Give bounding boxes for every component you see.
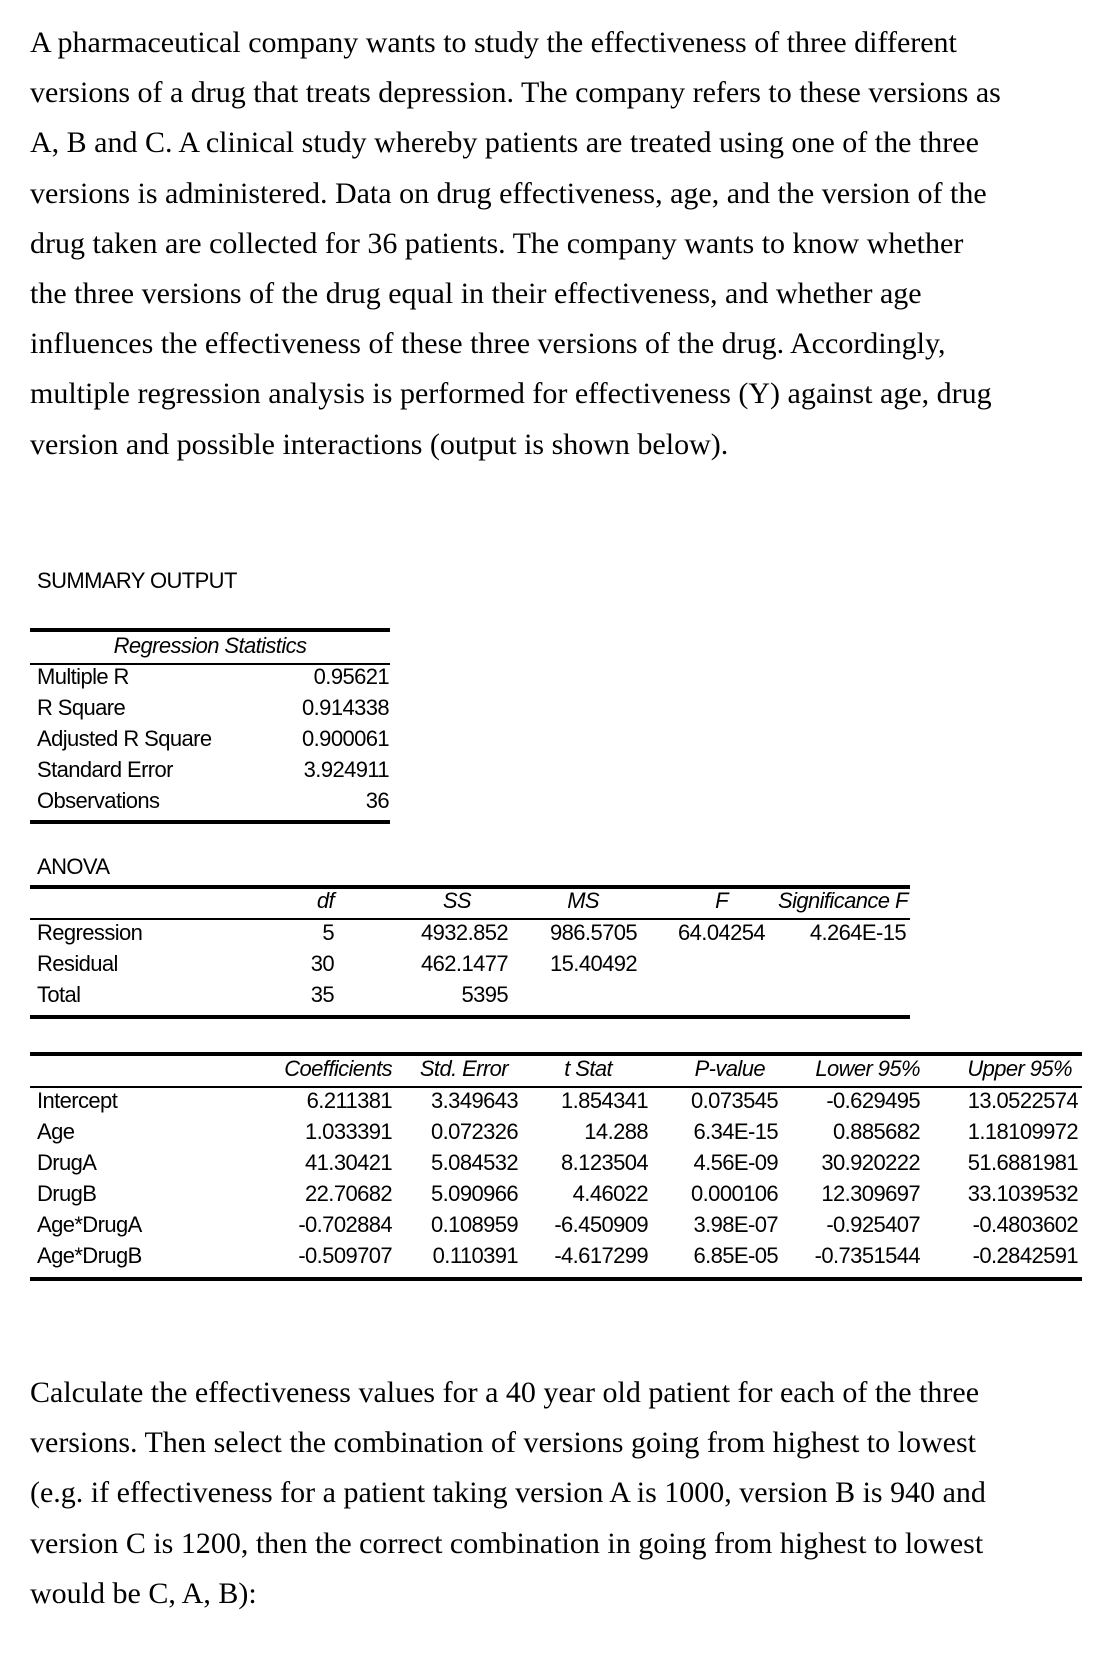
coef-row-label: DrugA [37, 1150, 97, 1175]
anova-header-row [0, 888, 1098, 919]
coef-row [0, 1119, 1098, 1150]
coef-row [0, 1243, 1098, 1274]
coef-lower-95: -0.7351544 [814, 1243, 920, 1268]
stat-row [37, 726, 389, 757]
coef-lower-95: 30.920222 [821, 1150, 920, 1175]
coef-value: 1.033391 [305, 1119, 392, 1144]
table-rule [30, 1015, 910, 1019]
coef-header-lower-95: Lower 95% [815, 1056, 920, 1081]
coef-value: 6.211381 [306, 1088, 392, 1113]
stat-value: 3.924911 [303, 757, 389, 782]
coef-lower-95: -0.925407 [826, 1212, 920, 1237]
stat-value: 0.900061 [302, 726, 389, 751]
coef-upper-95: -0.4803602 [972, 1212, 1078, 1237]
coef-std-error: 0.108959 [431, 1212, 518, 1237]
coef-p-value: 6.85E-05 [693, 1243, 778, 1268]
coef-upper-95: 1.18109972 [967, 1119, 1078, 1144]
stat-row [37, 788, 389, 819]
coef-value: 22.70682 [305, 1181, 392, 1206]
coef-p-value: 6.34E-15 [693, 1119, 778, 1144]
anova-row [0, 920, 1098, 951]
coef-std-error: 5.084532 [431, 1150, 518, 1175]
question-line: versions. Then select the combination of versions going from highest to lowest [30, 1426, 976, 1460]
coef-p-value: 0.073545 [691, 1088, 778, 1113]
stat-value: 0.95621 [313, 664, 389, 689]
coef-row-label: Age [37, 1119, 75, 1144]
intro-line: drug taken are collected for 36 patients. The company wants to know whether [30, 226, 964, 260]
stat-row [37, 664, 389, 695]
coef-t-stat: 4.46022 [572, 1181, 648, 1206]
coef-upper-95: 33.1039532 [967, 1181, 1078, 1206]
stat-value: 0.914338 [302, 695, 389, 720]
stat-label: R Square [37, 695, 126, 720]
coef-header-t-stat: t Stat [564, 1056, 612, 1081]
question-line: would be C, A, B): [30, 1576, 257, 1610]
coef-header-std-error: Std. Error [419, 1056, 508, 1081]
coef-upper-95: -0.2842591 [972, 1243, 1078, 1268]
coef-std-error: 0.072326 [431, 1119, 518, 1144]
anova-header-ss: SS [442, 888, 471, 913]
anova-row-label: Residual [37, 951, 118, 976]
coef-value: -0.702884 [298, 1212, 392, 1237]
anova-df: 35 [310, 982, 334, 1007]
question-paragraph [30, 1368, 1090, 1619]
stat-label: Adjusted R Square [37, 726, 212, 751]
coef-row [0, 1181, 1098, 1212]
anova-ms: 15.40492 [550, 951, 637, 976]
stat-value: 36 [365, 788, 389, 813]
coef-std-error: 5.090966 [431, 1181, 518, 1206]
anova-ss: 462.1477 [421, 951, 508, 976]
anova-ss: 4932.852 [421, 920, 508, 945]
stat-row [37, 757, 389, 788]
coef-upper-95: 51.6881981 [967, 1150, 1078, 1175]
question-line: Calculate the effectiveness values for a 40 year old patient for each of the three [30, 1376, 980, 1409]
coef-t-stat: 14.288 [584, 1119, 648, 1144]
anova-ms: 986.5705 [550, 920, 637, 945]
intro-line: A pharmaceutical company wants to study the effectiveness of three different [30, 26, 957, 59]
table-rule [30, 628, 390, 632]
coef-t-stat: 8.123504 [561, 1150, 648, 1175]
anova-header-sigf: Significance F [778, 888, 908, 913]
coef-lower-95: 0.885682 [833, 1119, 920, 1144]
anova-header-ms: MS [567, 888, 599, 913]
stat-label: Standard Error [37, 757, 173, 782]
intro-paragraph [30, 18, 1090, 470]
coef-value: 41.30421 [305, 1150, 392, 1175]
coef-value: -0.509707 [298, 1243, 392, 1268]
anova-sigf: 4.264E-15 [809, 920, 906, 945]
coef-p-value: 3.98E-07 [693, 1212, 778, 1237]
stat-label: Multiple R [37, 664, 129, 689]
coef-row-label: Intercept [37, 1088, 118, 1113]
stat-row [37, 695, 389, 726]
coef-lower-95: -0.629495 [826, 1088, 920, 1113]
coef-row-label: DrugB [37, 1181, 97, 1206]
intro-line: the three versions of the drug equal in their effectiveness, and whether age [30, 277, 922, 311]
anova-row-label: Total [37, 982, 81, 1007]
coef-header-upper-95: Upper 95% [967, 1056, 1072, 1081]
intro-line: multiple regression analysis is performed for effectiveness (Y) against age, drug [30, 377, 992, 411]
coef-row-label: Age*DrugA [37, 1212, 142, 1237]
coef-header-row [0, 1056, 1098, 1087]
coef-row [0, 1150, 1098, 1181]
intro-line: influences the effectiveness of these three versions of the drug. Accordingly, [30, 327, 946, 361]
coef-std-error: 3.349643 [431, 1088, 518, 1113]
intro-line: versions of a drug that treats depression. The company refers to these versions as [30, 76, 1001, 110]
table-rule [30, 1277, 1082, 1281]
intro-line: versions is administered. Data on drug effectiveness, age, and the version of the [30, 176, 987, 210]
anova-df: 5 [322, 920, 334, 945]
coef-p-value: 4.56E-09 [693, 1150, 778, 1175]
coef-upper-95: 13.0522574 [967, 1088, 1078, 1113]
question-line: (e.g. if effectiveness for a patient taking version A is 1000, version B is 940 and [30, 1476, 986, 1510]
coef-std-error: 0.110391 [432, 1243, 518, 1268]
intro-line: A, B and C. A clinical study whereby patients are treated using one of the three [30, 126, 979, 160]
intro-line: version and possible interactions (output is shown below). [30, 427, 729, 461]
coef-header-p-value: P-value [694, 1056, 765, 1081]
anova-row [0, 951, 1098, 982]
coef-t-stat: 1.854341 [561, 1088, 648, 1113]
anova-header-df: df [316, 888, 334, 913]
anova-df: 30 [310, 951, 334, 976]
coef-header-coefficients: Coefficients [284, 1056, 392, 1081]
anova-row-label: Regression [37, 920, 143, 945]
coef-t-stat: -4.617299 [554, 1243, 648, 1268]
coef-t-stat: -6.450909 [554, 1212, 648, 1237]
summary-output-title: SUMMARY OUTPUT [37, 568, 237, 593]
anova-title: ANOVA [37, 854, 110, 879]
stat-label: Observations [37, 788, 160, 813]
coef-lower-95: 12.309697 [821, 1181, 920, 1206]
coef-row [0, 1088, 1098, 1119]
coef-row-label: Age*DrugB [37, 1243, 142, 1268]
anova-header-f: F [715, 888, 728, 913]
anova-ss: 5395 [461, 982, 508, 1007]
anova-row [0, 982, 1098, 1013]
coef-row [0, 1212, 1098, 1243]
coef-p-value: 0.000106 [691, 1181, 778, 1206]
regression-statistics-header: Regression Statistics [113, 633, 307, 658]
anova-f: 64.04254 [678, 920, 765, 945]
question-line: version C is 1200, then the correct combination in going from highest to lowest [30, 1526, 984, 1560]
table-rule [30, 820, 390, 824]
